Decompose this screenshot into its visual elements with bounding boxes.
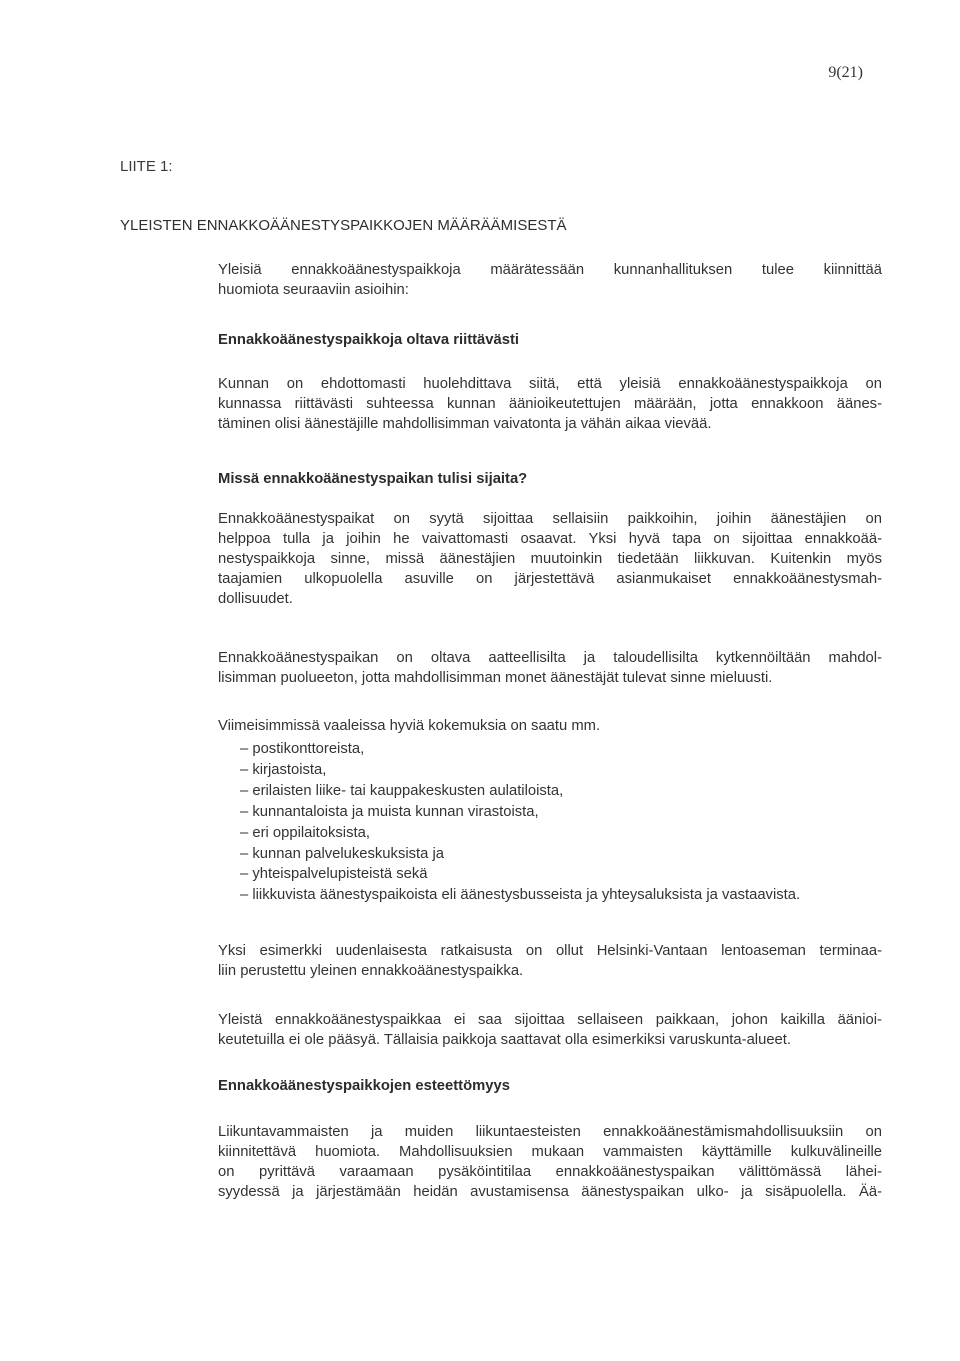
paragraph-esteettomyys [218,1122,882,1202]
text-line: lisimman puolueeton, jotta mahdollisimman monet äänestäjät tulevat sinne mieluusti. [218,670,773,686]
text-line: Yksi esimerkki uudenlaisesta ratkaisusta on ollut Helsinki-Vantaan lentoaseman terminaa- [218,943,882,959]
document-title: YLEISTEN ENNAKKOÄÄNESTYSPAIKKOJEN MÄÄRÄÄMISESTÄ [120,217,567,234]
text-line: kunnassa riittävästi suhteessa kunnan äänioikeutettujen määrään, jotta ennakkoon äänes- [218,396,882,412]
list-item: – eri oppilaitoksista, [240,824,370,841]
page-number: 9(21) [828,64,863,81]
paragraph-esimerkki [218,941,882,981]
text-line: helppoa tulla ja joihin he vaivattomasti osaavat. Yksi hyvä tapa on sijoittaa ennakkoää- [218,531,882,547]
text-line: Ennakkoäänestyspaikan on oltava aatteellisilta ja taloudellisilta kytkennöiltään mahdol- [218,650,882,666]
text-line: keutetuilla ei ole pääsyä. Tällaisia paikkoja saattavat olla esimerkiksi varuskunta-alueet. [218,1032,791,1048]
text-line: Yleisiä ennakkoäänestyspaikkoja määrätessään kunnanhallituksen tulee kiinnittää [218,262,882,278]
list-item: – kirjastoista, [240,761,327,778]
list-item: – erilaisten liike- tai kauppakeskusten aulatiloista, [240,782,564,799]
text-line: kiinnitettävä huomiota. Mahdollisuuksien mukaan vammaisten käyttämille kulkuvälineille [218,1144,882,1160]
text-line: liin perustettu yleinen ennakkoäänestyspaikka. [218,963,524,979]
list-item: – postikonttoreista, [240,741,365,757]
list-item: – kunnan palvelukeskuksista ja [240,845,444,862]
location-list [218,739,882,906]
paragraph-puolueettomuus [218,648,882,688]
intro-paragraph [218,260,882,300]
paragraph-riittavasti [218,374,882,434]
list-item: – yhteispalvelupisteistä sekä [240,866,428,883]
text-line: Liikuntavammaisten ja muiden liikuntaesteisten ennakkoäänestämismahdollisuuksiin on [218,1124,882,1140]
paragraph-kokemukset: Viimeisimmissä vaaleissa hyviä kokemuksia on saatu mm. [218,718,601,734]
appendix-label: LIITE 1: [120,158,173,175]
list-item: – kunnantaloista ja muista kunnan virastoista, [240,803,539,820]
text-line: taajamien ulkopuolella asuville on järjestettävä asianmukaiset ennakkoäänestysmah- [218,571,882,587]
paragraph-sijainti [218,509,882,609]
section-heading-riittavasti: Ennakkoäänestyspaikkoja oltava riittävästi [218,332,520,348]
text-line: on pyrittävä varaamaan pysäköintitilaa ennakkoäänestyspaikan välittömässä lähei- [218,1164,882,1180]
text-line: dollisuudet. [218,591,293,607]
section-heading-esteettomyys: Ennakkoäänestyspaikkojen esteettömyys [218,1078,510,1094]
text-line: Ennakkoäänestyspaikat on syytä sijoittaa sellaisiin paikkoihin, joihin äänestäjien on [218,511,882,527]
text-line: täminen olisi äänestäjille mahdollisimman vaivatonta ja vähän aikaa vievää. [218,416,712,432]
list-item: – liikkuvista äänestyspaikoista eli äänestysbusseista ja yhteysaluksista ja vastaavista. [240,887,801,904]
paragraph-paasy [218,1010,882,1050]
text-line: syydessä ja järjestämään heidän avustamisensa äänestyspaikan ulko- ja sisäpuolella. Ää- [218,1184,882,1200]
text-line: nestyspaikkoja sinne, missä äänestäjien muutoinkin tiedetään liikkuvan. Kuitenkin myös [218,551,882,567]
section-heading-sijainti: Missä ennakkoäänestyspaikan tulisi sijaita? [218,471,528,487]
text-line: Kunnan on ehdottomasti huolehdittava siitä, että yleisiä ennakkoäänestyspaikkoja on [218,376,882,392]
text-line: Yleistä ennakkoäänestyspaikkaa ei saa sijoittaa sellaiseen paikkaan, johon kaikilla äänioi- [218,1012,882,1028]
text-line: huomiota seuraaviin asioihin: [218,282,409,298]
